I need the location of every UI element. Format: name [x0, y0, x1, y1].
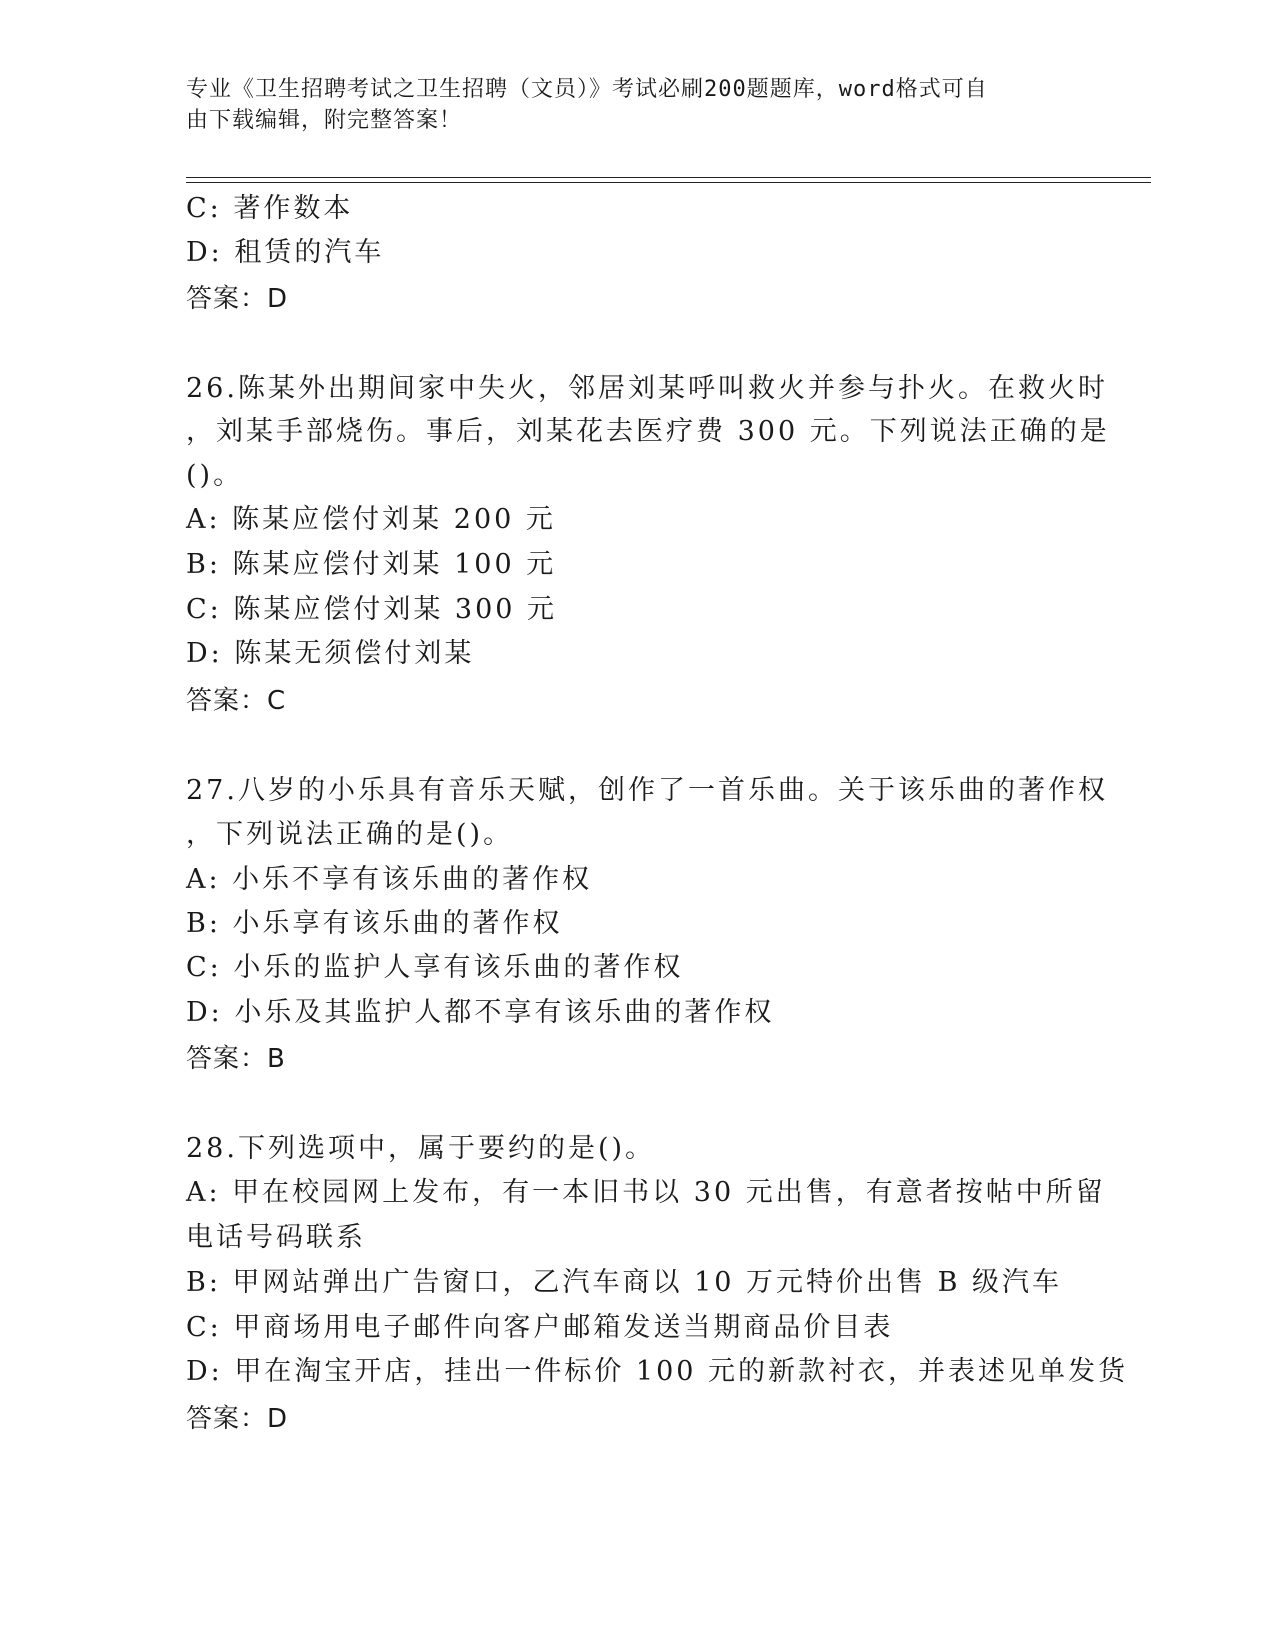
q26-option-a: A: 陈某应偿付刘某 200 元 [186, 504, 556, 535]
q26-option-b: B: 陈某应偿付刘某 100 元 [186, 549, 557, 580]
q26-answer: 答案：C [186, 686, 287, 716]
q26-stem-line3: ()。 [186, 460, 244, 491]
q28-option-a-line2: 电话号码联系 [186, 1222, 366, 1253]
document-header: 专业《卫生招聘考试之卫生招聘（文员）》考试必刷200题题库，word格式可自 由下载编辑，附完整答案！ [186, 77, 988, 133]
header-rule-top [186, 177, 1151, 178]
q26-stem-line2: ，刘某手部烧伤。事后，刘某花去医疗费 300 元。下列说法正确的是 [186, 416, 1110, 447]
q28-answer: 答案：D [186, 1404, 289, 1434]
q27-answer: 答案：B [186, 1044, 286, 1074]
q28-option-d: D: 甲在淘宝开店，挂出一件标价 100 元的新款衬衣，并表述见单发货 [186, 1356, 1129, 1387]
q25-answer: 答案：D [186, 284, 289, 314]
q27-option-a: A: 小乐不享有该乐曲的著作权 [186, 864, 593, 895]
q25-option-c: C: 著作数本 [186, 193, 354, 224]
q26-option-d: D: 陈某无须偿付刘某 [186, 638, 475, 669]
q27-option-d: D: 小乐及其监护人都不享有该乐曲的著作权 [186, 997, 775, 1028]
q27-stem-line2: ，下列说法正确的是()。 [186, 819, 514, 850]
q27-option-b: B: 小乐享有该乐曲的著作权 [186, 908, 563, 939]
q28-option-b: B: 甲网站弹出广告窗口，乙汽车商以 10 万元特价出售 B 级汽车 [186, 1267, 1063, 1298]
q28-option-c: C: 甲商场用电子邮件向客户邮箱发送当期商品价目表 [186, 1312, 894, 1343]
q26-stem-line1: 26.陈某外出期间家中失火，邻居刘某呼叫救火并参与扑火。在救火时 [186, 373, 1108, 404]
header-rule-bottom [186, 182, 1151, 183]
q27-option-c: C: 小乐的监护人享有该乐曲的著作权 [186, 952, 684, 983]
q28-option-a-line1: A: 甲在校园网上发布，有一本旧书以 30 元出售，有意者按帖中所留 [186, 1177, 1106, 1208]
q28-stem-line1: 28.下列选项中，属于要约的是()。 [186, 1133, 656, 1164]
q26-option-c: C: 陈某应偿付刘某 300 元 [186, 594, 558, 625]
q25-option-d: D: 租赁的汽车 [186, 237, 385, 268]
q27-stem-line1: 27.八岁的小乐具有音乐天赋，创作了一首乐曲。关于该乐曲的著作权 [186, 775, 1108, 806]
